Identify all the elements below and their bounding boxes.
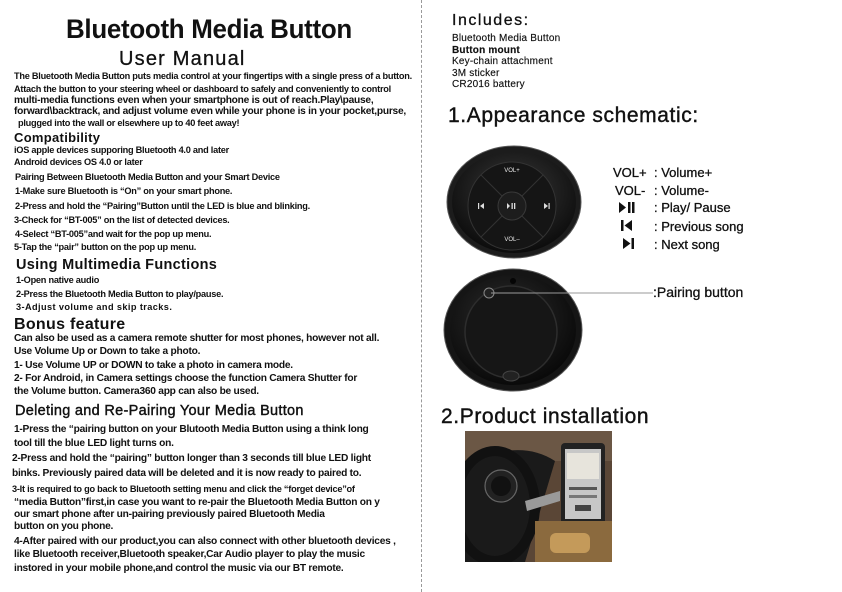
next-song-icon — [621, 237, 637, 251]
deleting-line: 3-It is required to go back to Bluetooth setting menu and click the “forget device”of — [12, 484, 355, 494]
include-item: CR2016 battery — [452, 79, 525, 90]
include-item: Key-chain attachment — [452, 56, 553, 67]
manual-subtitle: User Manual — [119, 48, 246, 70]
legend-label: : Next song — [654, 237, 720, 252]
intro-line: plugged into the wall or elsewhere up to 40 feet away! — [18, 118, 240, 128]
multimedia-step: 1-Open native audio — [16, 275, 100, 285]
compat-line: Android devices OS 4.0 or later — [14, 157, 143, 167]
compat-line: iOS apple devices supporing Bluetooth 4.0 and later — [14, 145, 229, 155]
deleting-line: like Bluetooth receiver,Bluetooth speaker,Car Audio player to play the music — [14, 549, 365, 560]
multimedia-step: 2-Press the Bluetooth Media Button to play/pause. — [16, 289, 224, 299]
bonus-line: 1- Use Volume UP or DOWN to take a photo in camera mode. — [14, 360, 293, 371]
deleting-heading: Deleting and Re-Pairing Your Media Button — [15, 403, 304, 419]
deleting-line: 4-After paired with our product,you can also connect with other bluetooth devices , — [14, 536, 396, 547]
legend-label: : Volume+ — [654, 165, 713, 180]
legend-label: : Previous song — [654, 219, 744, 234]
bonus-line: 2- For Android, in Camera settings choose the function Camera Shutter for — [14, 373, 358, 384]
compat-heading: Compatibility — [14, 130, 101, 145]
manual-title: Bluetooth Media Button — [66, 14, 352, 44]
legend-label: : Volume- — [654, 183, 709, 198]
deleting-line: our smart phone after un-pairing previously paired Bluetooth Media — [14, 509, 325, 520]
legend-key: VOL- — [615, 183, 646, 198]
pairing-step: 3-Check for “BT-005” on the list of detected devices. — [14, 215, 230, 225]
page-divider — [421, 0, 422, 592]
bonus-line: Can also be used as a camera remote shutter for most phones, however not all. — [14, 333, 380, 344]
deleting-line: “media Button”first,in case you want to re-pair the Bluetooth Media Button on y — [14, 497, 380, 508]
pairing-step: 2-Press and hold the “Pairing”Button until the LED is blue and blinking. — [15, 201, 310, 211]
multimedia-heading: Using Multimedia Functions — [16, 257, 218, 273]
intro-line: The Bluetooth Media Button puts media control at your fingertips with a single press of a button. — [14, 71, 412, 81]
include-item: 3M sticker — [452, 68, 500, 79]
deleting-line: 1-Press the “pairing button on your Blutooth Media Button using a think long — [14, 424, 369, 435]
vol-up-label: VOL+ — [504, 168, 520, 174]
deleting-line: button on you phone. — [14, 521, 114, 532]
deleting-line: 2-Press and hold the “pairing” button longer than 3 seconds till blue LED light — [12, 453, 371, 464]
bonus-line: the Volume button. Camera360 app can also be used. — [14, 386, 259, 397]
include-item: Button mount — [452, 45, 520, 56]
installation-photo — [465, 431, 612, 562]
intro-line: Attach the button to your steering wheel or dashboard to safely and conveniently to control — [14, 84, 391, 94]
pairing-step: 4-Select “BT-005”and wait for the pop up menu. — [15, 229, 212, 239]
vol-down-label: VOL– — [504, 237, 520, 243]
bonus-line: Use Volume Up or Down to take a photo. — [14, 346, 201, 357]
previous-song-icon — [620, 219, 636, 233]
deleting-line: tool till the blue LED light turns on. — [14, 438, 174, 449]
intro-line: forward\backtrack, and adjust volume even while your phone is in your pocket,purse, — [14, 106, 406, 117]
remote-back-illustration — [443, 268, 583, 392]
deleting-line: instored in your mobile phone,and control the music via our BT remote. — [14, 563, 344, 574]
pause-bar-icon — [514, 203, 515, 209]
include-item: Bluetooth Media Button — [452, 33, 561, 44]
legend-label: : Play/ Pause — [654, 200, 731, 215]
pairing-step: 1-Make sure Bluetooth is “On” on your smart phone. — [15, 186, 233, 196]
pairing-step: 5-Tap the “pair” button on the pop up menu. — [14, 242, 196, 252]
remote-front-illustration — [446, 145, 582, 259]
pause-bar-icon — [512, 203, 513, 209]
deleting-line: binks. Previously paired data will be deleted and it is now ready to paired to. — [12, 468, 362, 479]
installation-heading: 2.Product installation — [441, 405, 650, 428]
appearance-heading: 1.Appearance schematic: — [448, 104, 699, 127]
multimedia-step: 3-Adjust volume and skip tracks. — [16, 302, 173, 312]
prev-bar-icon — [478, 203, 479, 209]
pairing-leader-line — [489, 292, 654, 298]
bonus-heading: Bonus feature — [14, 316, 126, 333]
next-bar-icon — [549, 203, 550, 209]
pairing-button-label: :Pairing button — [653, 284, 744, 300]
pairing-heading: Pairing Between Bluetooth Media Button and your Smart Device — [15, 172, 280, 182]
play-pause-icon — [618, 201, 638, 215]
includes-heading: Includes: — [452, 12, 530, 29]
legend-key: VOL+ — [613, 165, 647, 180]
intro-line: multi-media functions even when your smartphone is out of reach.Play\pause, — [14, 95, 374, 106]
